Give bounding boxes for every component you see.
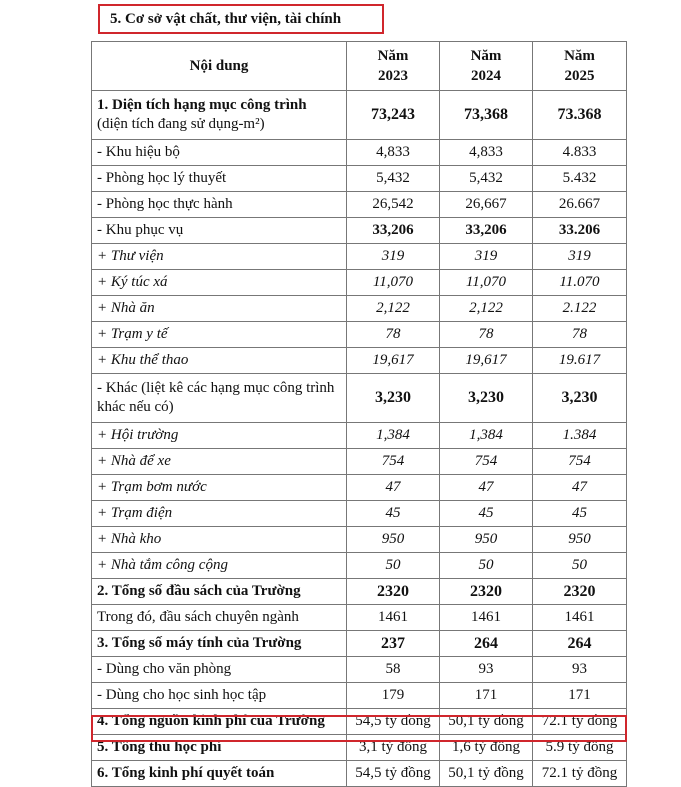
cell-value: 4,833 <box>440 140 533 166</box>
cell-value: 73.368 <box>533 91 627 140</box>
cell-value: 5,432 <box>440 166 533 192</box>
cell-value: 5,432 <box>347 166 440 192</box>
cell-value: 950 <box>347 527 440 553</box>
cell-value: 78 <box>440 322 533 348</box>
cell-value: 2.122 <box>533 296 627 322</box>
cell-value: 2320 <box>440 579 533 605</box>
cell-value: 754 <box>347 449 440 475</box>
header-year-2023: Năm 2023 <box>347 42 440 91</box>
cell-value: 1461 <box>440 605 533 631</box>
cell-value: 754 <box>533 449 627 475</box>
cell-value: 11.070 <box>533 270 627 296</box>
row-label: + Nhà kho <box>92 527 347 553</box>
row-label: 6. Tổng kinh phí quyết toán <box>92 761 347 787</box>
table-row <box>92 605 627 631</box>
cell-value: 78 <box>347 322 440 348</box>
row-area-label: 1. Diện tích hạng mục công trình (diện tích đang sử dụng-m²) <box>92 91 347 140</box>
table-row <box>92 527 627 553</box>
cell-value: 72.1 tỷ đồng <box>533 761 627 787</box>
cell-value: 3,230 <box>440 374 533 423</box>
row-label: + Hội trường <box>92 423 347 449</box>
row-label: - Khu phục vụ <box>92 218 347 244</box>
cell-value: 950 <box>440 527 533 553</box>
cell-value: 1,384 <box>347 423 440 449</box>
cell-value: 1461 <box>347 605 440 631</box>
row-label: - Phòng học thực hành <box>92 192 347 218</box>
facilities-table <box>91 41 627 787</box>
table-header-row <box>92 42 627 91</box>
table-row <box>92 449 627 475</box>
cell-value: 78 <box>533 322 627 348</box>
row-label: - Khu hiệu bộ <box>92 140 347 166</box>
row-label: 2. Tổng số đầu sách của Trường <box>92 579 347 605</box>
row-label: + Khu thể thao <box>92 348 347 374</box>
table-row <box>92 475 627 501</box>
table-row <box>92 348 627 374</box>
row-other-label: - Khác (liệt kê các hạng mục công trình khác nếu có) <box>92 374 347 423</box>
table-row <box>92 423 627 449</box>
cell-value: 319 <box>347 244 440 270</box>
cell-value: 19,617 <box>347 348 440 374</box>
cell-value: 1461 <box>533 605 627 631</box>
cell-value: 47 <box>533 475 627 501</box>
cell-value: 93 <box>533 657 627 683</box>
cell-value: 264 <box>440 631 533 657</box>
table-row <box>92 501 627 527</box>
cell-value: 3,230 <box>347 374 440 423</box>
cell-value: 26,667 <box>440 192 533 218</box>
cell-value: 19,617 <box>440 348 533 374</box>
cell-value: 93 <box>440 657 533 683</box>
cell-value: 2,122 <box>440 296 533 322</box>
cell-value: 26,542 <box>347 192 440 218</box>
cell-value: 73,368 <box>440 91 533 140</box>
table-row <box>92 683 627 709</box>
cell-value: 47 <box>347 475 440 501</box>
cell-value: 237 <box>347 631 440 657</box>
row-other-total <box>92 374 627 423</box>
cell-value: 47 <box>440 475 533 501</box>
row-label: 4. Tổng nguồn kinh phí của Trường <box>92 709 347 735</box>
cell-value: 319 <box>533 244 627 270</box>
table-row <box>92 579 627 605</box>
section-title-text: 5. Cơ sở vật chất, thư viện, tài chính <box>110 11 342 27</box>
row-label: + Trạm y tế <box>92 322 347 348</box>
row-label: + Nhà để xe <box>92 449 347 475</box>
table-row <box>92 761 627 787</box>
header-year-2024: Năm 2024 <box>440 42 533 91</box>
header-year-2025: Năm 2025 <box>533 42 627 91</box>
cell-value: 11,070 <box>347 270 440 296</box>
cell-value: 754 <box>440 449 533 475</box>
cell-value: 45 <box>533 501 627 527</box>
cell-value: 1,384 <box>440 423 533 449</box>
cell-value: 3,230 <box>533 374 627 423</box>
cell-value: 54,5 tỷ đồng <box>347 709 440 735</box>
cell-value: 4.833 <box>533 140 627 166</box>
table-row <box>92 192 627 218</box>
table-row <box>92 166 627 192</box>
cell-value: 50,1 tỷ đồng <box>440 709 533 735</box>
cell-value: 72.1 tỷ đồng <box>533 709 627 735</box>
row-label: - Phòng học lý thuyết <box>92 166 347 192</box>
cell-value: 45 <box>347 501 440 527</box>
cell-value: 1,6 tỷ đồng <box>440 735 533 761</box>
table-row <box>92 244 627 270</box>
table-row <box>92 709 627 735</box>
row-area-total <box>92 91 627 140</box>
cell-value: 264 <box>533 631 627 657</box>
table-row <box>92 270 627 296</box>
cell-value: 33,206 <box>440 218 533 244</box>
cell-value: 5.432 <box>533 166 627 192</box>
row-label: + Trạm bơm nước <box>92 475 347 501</box>
cell-value: 4,833 <box>347 140 440 166</box>
table-row <box>92 657 627 683</box>
cell-value: 2,122 <box>347 296 440 322</box>
cell-value: 73,243 <box>347 91 440 140</box>
cell-value: 2320 <box>347 579 440 605</box>
cell-value: 319 <box>440 244 533 270</box>
section-title <box>98 4 384 34</box>
cell-value: 54,5 tỷ đồng <box>347 761 440 787</box>
row-label: + Trạm điện <box>92 501 347 527</box>
table-row <box>92 735 627 761</box>
cell-value: 33,206 <box>347 218 440 244</box>
cell-value: 179 <box>347 683 440 709</box>
table-row <box>92 140 627 166</box>
cell-value: 50,1 tỷ đồng <box>440 761 533 787</box>
row-label: + Nhà tắm công cộng <box>92 553 347 579</box>
cell-value: 19.617 <box>533 348 627 374</box>
cell-value: 1.384 <box>533 423 627 449</box>
cell-value: 11,070 <box>440 270 533 296</box>
row-label: - Dùng cho học sinh học tập <box>92 683 347 709</box>
cell-value: 5.9 tỷ đồng <box>533 735 627 761</box>
table-row <box>92 296 627 322</box>
row-label: + Thư viện <box>92 244 347 270</box>
cell-value: 33.206 <box>533 218 627 244</box>
table-row <box>92 322 627 348</box>
row-label: 5. Tổng thu học phí <box>92 735 347 761</box>
cell-value: 3,1 tỷ đồng <box>347 735 440 761</box>
cell-value: 45 <box>440 501 533 527</box>
cell-value: 950 <box>533 527 627 553</box>
cell-value: 50 <box>347 553 440 579</box>
row-label: Trong đó, đầu sách chuyên ngành <box>92 605 347 631</box>
cell-value: 171 <box>533 683 627 709</box>
header-content: Nội dung <box>92 42 347 91</box>
cell-value: 50 <box>533 553 627 579</box>
cell-value: 2320 <box>533 579 627 605</box>
row-label: - Dùng cho văn phòng <box>92 657 347 683</box>
cell-value: 26.667 <box>533 192 627 218</box>
cell-value: 171 <box>440 683 533 709</box>
row-label: 3. Tổng số máy tính của Trường <box>92 631 347 657</box>
table-row <box>92 218 627 244</box>
table-row <box>92 631 627 657</box>
row-label: + Ký túc xá <box>92 270 347 296</box>
table-row <box>92 553 627 579</box>
row-label: + Nhà ăn <box>92 296 347 322</box>
cell-value: 58 <box>347 657 440 683</box>
cell-value: 50 <box>440 553 533 579</box>
